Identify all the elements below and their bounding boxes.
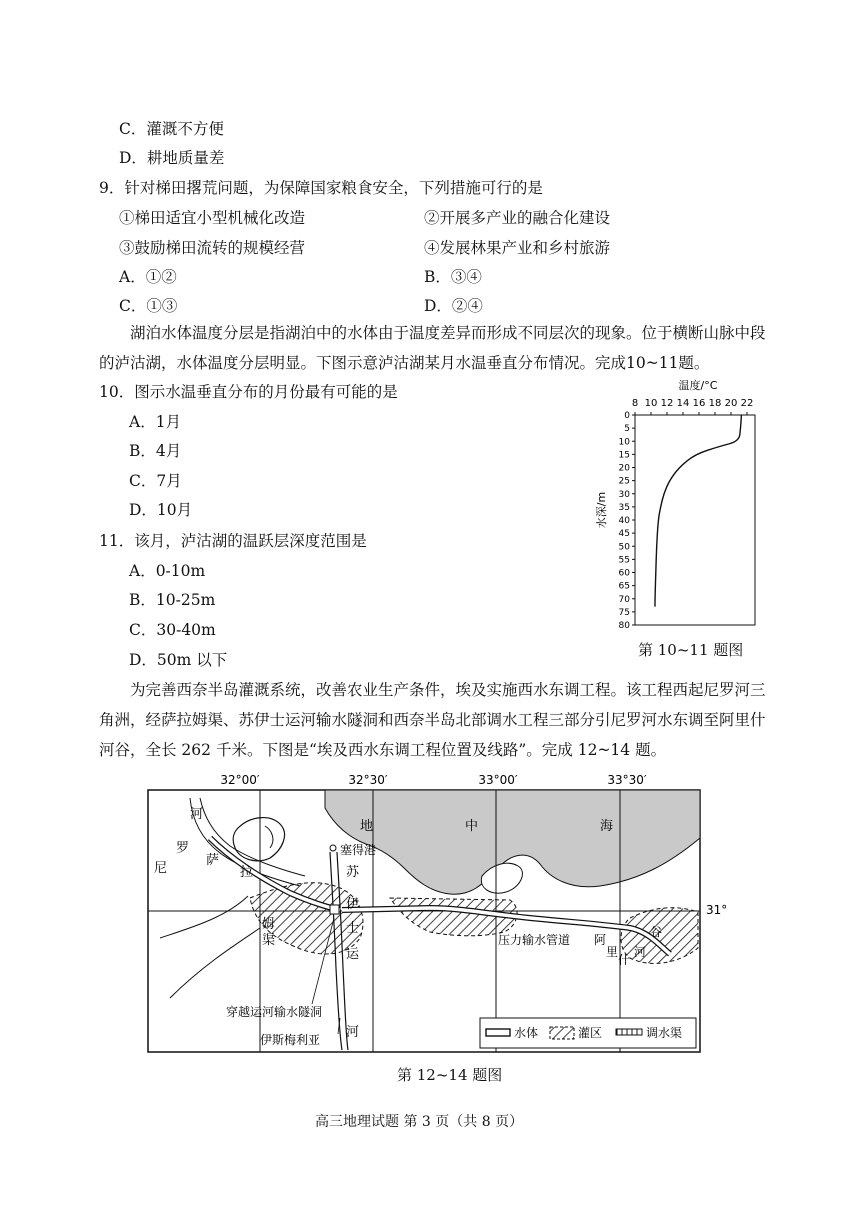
page-footer: 高三地理试题 第 3 页（共 8 页） [315, 1114, 524, 1130]
nile-label-2: 罗 [176, 841, 190, 856]
y-tick-label: 10 [618, 437, 630, 448]
chart-title: 温度/°C [678, 379, 718, 392]
ismailia-label: 伊斯梅利亚 [260, 1033, 321, 1047]
tunnel-label: 穿越运河输水隧洞 [226, 1005, 323, 1019]
lon-label-32-30: 32°30′ [348, 773, 388, 787]
x-tick-label: 10 [644, 398, 658, 409]
intro-paragraph-10-11: 湖泊水体温度分层是指湖泊中的水体由于温度差异而形成不同层次的现象。位于横断山脉中段的泸沽湖，水体温度分层明显。下图示意泸沽湖某月水温垂直分布情况。完成10~11题。 [99, 324, 766, 372]
q10-option-a: A．1月 [129, 413, 182, 431]
lon-label-33-30: 33°30′ [607, 773, 647, 787]
y-tick-label: 45 [618, 529, 630, 540]
legend-water-label: 水体 [514, 1026, 539, 1040]
tunnel-marker [330, 905, 339, 914]
y-tick-label: 50 [618, 542, 630, 553]
q9-option-b: B．③④ [424, 268, 482, 286]
y-tick-label: 5 [624, 424, 630, 435]
q10-option-c: C．7月 [129, 472, 182, 490]
legend-canal-label: 调水渠 [646, 1026, 683, 1040]
q9-statement-2: ②开展多产业的融合化建设 [424, 209, 611, 227]
arish-label-2: 里 [606, 945, 619, 959]
y-tick-label: 55 [618, 555, 630, 566]
q8-option-d: D．耕地质量差 [119, 149, 225, 167]
salam-label-2: 拉 [240, 865, 254, 880]
port-said-label: 塞得港 [340, 843, 377, 857]
salam-label-3: 姆 [262, 917, 276, 932]
egypt-water-diversion-map [130, 768, 750, 1058]
x-tick-label: 20 [724, 398, 738, 409]
x-tick-label: 14 [676, 398, 690, 409]
nile-label-3: 尼 [154, 861, 168, 876]
suez-label-1: 苏 [346, 865, 360, 880]
suez-label-3: 士 [346, 921, 360, 936]
x-tick-label: 16 [692, 398, 706, 409]
q11-stem: 11．该月，泸沽湖的温跃层深度范围是 [99, 532, 367, 550]
pipeline-label: 压力输水管道 [498, 933, 571, 947]
suez-label-2: 伊 [346, 897, 360, 912]
q9-stem: 9．针对梯田撂荒问题，为保障国家粮食安全，下列措施可行的是 [99, 179, 543, 197]
plot-frame [635, 415, 755, 625]
q11-option-a: A．0-10m [129, 562, 206, 580]
y-tick-label: 30 [618, 489, 630, 500]
q9-option-a: A．①② [119, 268, 177, 286]
suez-label-5: 河 [346, 1025, 360, 1040]
sea-label-di: 地 [360, 819, 374, 834]
y-tick-label: 60 [618, 568, 630, 579]
arish-label-5: 谷 [650, 925, 663, 939]
y-tick-label: 20 [618, 463, 630, 474]
y-tick-label: 75 [618, 607, 630, 618]
q11-option-d: D．50m 以下 [129, 651, 228, 669]
q8-option-c: C．灌溉不方便 [119, 120, 224, 138]
legend-canal-symbol [616, 1029, 642, 1035]
arish-label-4: 河 [634, 945, 647, 959]
x-tick-label: 8 [631, 398, 639, 409]
arish-label-3: 什 [618, 953, 631, 967]
x-tick-label: 22 [740, 398, 754, 409]
q9-statement-1: ①梯田适宜小型机械化改造 [119, 209, 306, 227]
sea-label-hai: 海 [600, 819, 614, 834]
q9-statement-3: ③鼓励梯田流转的规模经营 [119, 239, 306, 257]
y-tick-label: 70 [618, 594, 630, 605]
x-tick-label: 18 [708, 398, 722, 409]
y-tick-label: 0 [624, 411, 630, 421]
legend-water-symbol [486, 1029, 510, 1036]
lon-label-33-00: 33°00′ [478, 773, 518, 787]
q9-option-d: D．②④ [424, 297, 483, 315]
legend-irrigation-label: 灌区 [578, 1026, 603, 1040]
map-caption: 第 12~14 题图 [397, 1066, 503, 1084]
salam-label-4: 渠 [262, 933, 276, 948]
sea-label-zhong: 中 [465, 819, 479, 834]
lon-label-32-00: 32°00′ [220, 773, 260, 787]
nile-label-1: 河 [190, 807, 204, 822]
water-temperature-chart [585, 375, 765, 637]
x-tick-label: 12 [660, 398, 674, 409]
suez-label-4: 运 [346, 947, 360, 962]
q9-option-c: C．①③ [119, 297, 178, 315]
q10-option-d: D．10月 [129, 501, 193, 519]
q10-option-b: B．4月 [129, 442, 182, 460]
chart-caption: 第 10~11 题图 [638, 641, 744, 659]
arish-label-1: 阿 [594, 933, 607, 947]
y-tick-label: 25 [618, 476, 630, 487]
y-tick-label: 35 [618, 502, 630, 513]
q9-statement-4: ④发展林果产业和乡村旅游 [424, 239, 611, 257]
q10-stem: 10．图示水温垂直分布的月份最有可能的是 [99, 383, 398, 401]
temperature-curve [655, 415, 741, 607]
port-said-marker [330, 845, 336, 851]
intro-paragraph-12-14: 为完善西奈半岛灌溉系统，改善农业生产条件，埃及实施西水东调工程。该工程西起尼罗河三角洲，经萨拉姆渠、苏伊士运河输水隧洞和西奈半岛北部调水工程三部分引尼罗河水东调至阿里什河谷，全长 262 千米。下图是“埃及西水东调工程位置及线路”。完成 12~14 题。 [99, 681, 766, 759]
y-tick-label: 15 [618, 450, 630, 461]
salam-label-1: 萨 [206, 853, 220, 868]
y-tick-label: 80 [618, 621, 630, 631]
y-axis-label: 水深/m [595, 491, 608, 529]
y-tick-label: 65 [618, 581, 630, 592]
y-tick-label: 40 [618, 516, 630, 526]
q11-option-b: B．10-25m [129, 591, 216, 609]
legend-irrigation-symbol [550, 1027, 574, 1039]
q11-option-c: C．30-40m [129, 621, 216, 639]
lat-label-31: 31° [706, 903, 728, 917]
